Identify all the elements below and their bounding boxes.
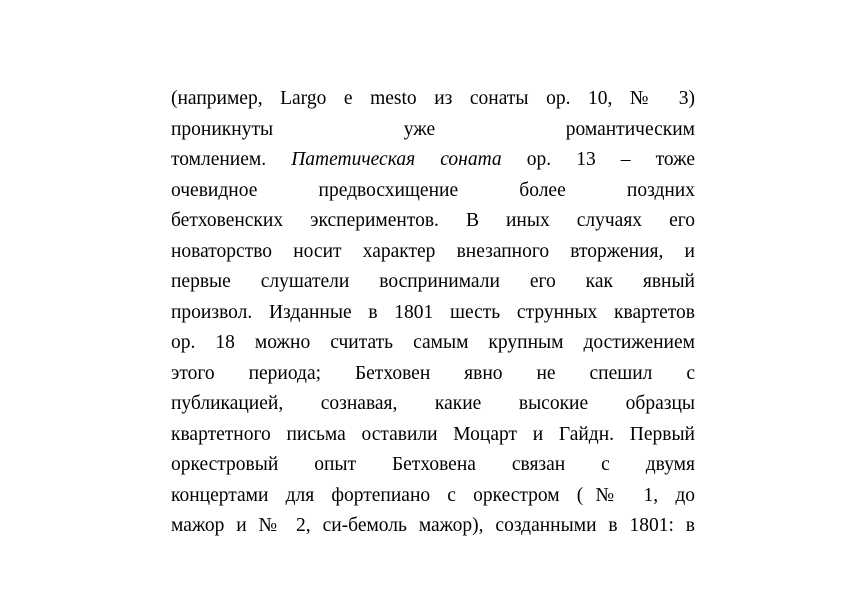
text-segment: публикацией, сознавая, какие высокие образцы — [171, 393, 695, 414]
text-line — [171, 84, 695, 115]
text-line — [171, 206, 695, 237]
text-segment: концертами для фортепиано с оркестром (№ 1, до — [171, 484, 695, 506]
text-segment: очевидное предвосхищение более поздних — [171, 179, 695, 201]
text-line — [171, 267, 695, 298]
text-segment: мажор и № 2, си-бемоль мажор), созданными в 1801: в — [171, 515, 695, 536]
text-segment: этого периода; Бетховен явно не спешил с — [171, 362, 695, 384]
text-line — [171, 359, 695, 390]
text-segment: бетховенских экспериментов. В иных случаях его — [171, 210, 695, 231]
text-segment: (например, Largo e mesto из сонаты ор. 10, № 3) — [171, 88, 695, 109]
text-line — [171, 420, 695, 451]
text-line — [171, 298, 695, 329]
text-segment: томлением. — [171, 149, 292, 170]
text-line — [171, 176, 695, 207]
text-segment: проникнуты уже романтическим — [171, 118, 695, 140]
text-line — [171, 481, 695, 512]
text-line — [171, 511, 695, 542]
text-segment: ор. 18 можно считать самым крупным достижением — [171, 332, 695, 353]
text-line — [171, 389, 695, 420]
text-line — [171, 115, 695, 146]
text-segment: первые слушатели воспринимали его как явный — [171, 271, 695, 292]
text-line — [171, 237, 695, 268]
text-segment: ор. 13 – тоже — [501, 149, 695, 170]
text-segment: квартетного письма оставили Моцарт и Гайдн. Первый — [171, 423, 695, 445]
italic-title: Патетическая соната — [291, 149, 502, 170]
text-segment: новаторство носит характер внезапного вторжения, и — [171, 240, 695, 262]
text-segment: оркестровый опыт Бетховена связан с двумя — [171, 454, 695, 475]
text-line — [171, 328, 695, 359]
text-segment: произвол. Изданные в 1801 шесть струнных квартетов — [171, 301, 695, 323]
body-text — [171, 84, 695, 542]
text-line — [171, 145, 695, 176]
text-line — [171, 450, 695, 481]
